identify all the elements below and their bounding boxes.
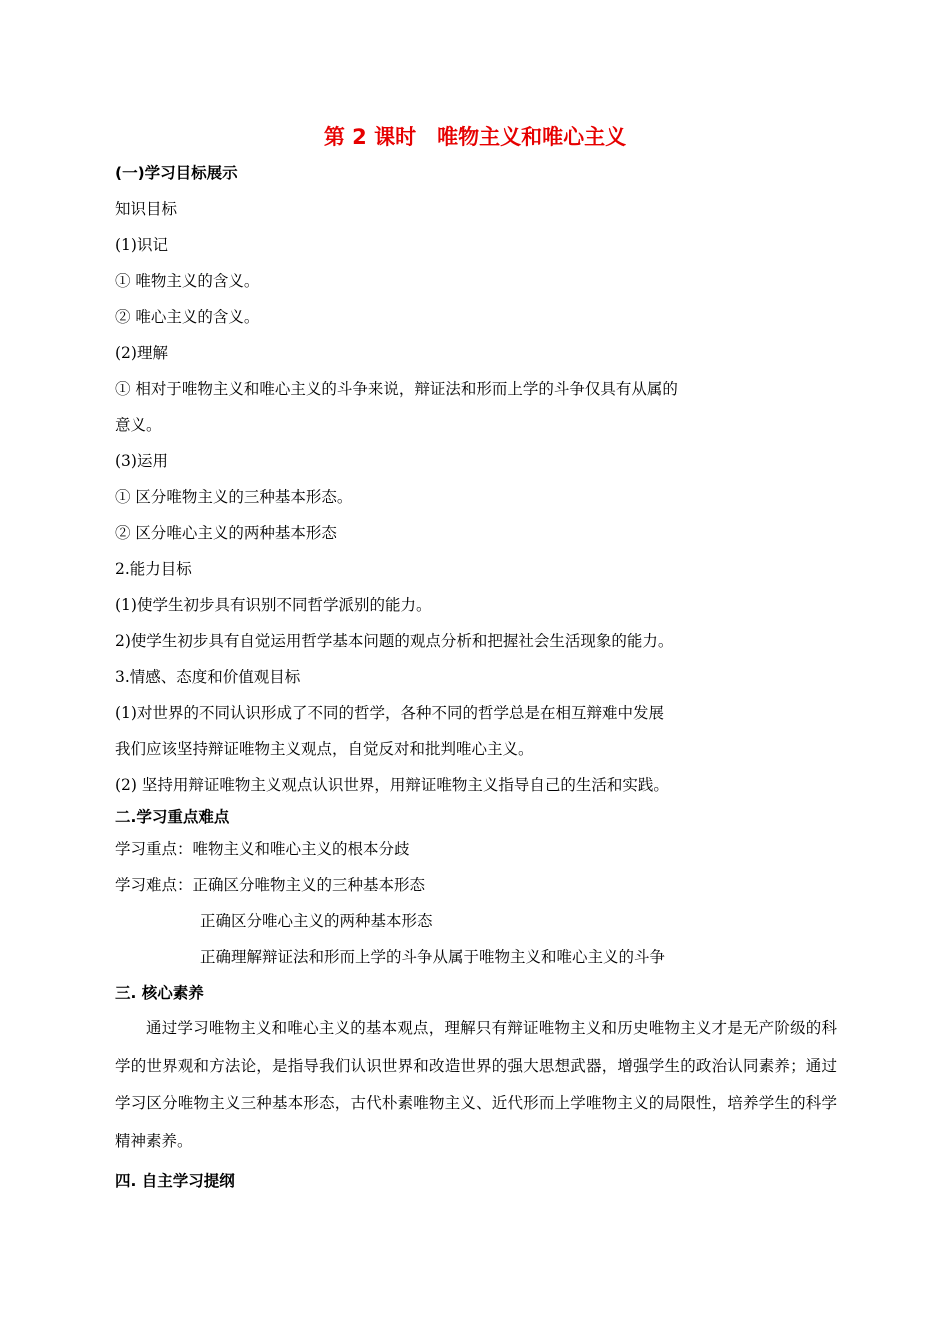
recall-item-1: ① 唯物主义的含义。 bbox=[115, 272, 260, 290]
apply-item-1: ① 区分唯物主义的三种基本形态。 bbox=[115, 488, 353, 506]
section-heading-learning-goals: (一)学习目标展示 bbox=[115, 164, 238, 182]
recall-label: (1)识记 bbox=[115, 236, 168, 254]
section-heading-key-difficulties: 二.学习重点难点 bbox=[115, 808, 230, 826]
difficulty-item-2: 正确区分唯心主义的两种基本形态 bbox=[200, 912, 433, 930]
understand-label: (2)理解 bbox=[115, 344, 168, 362]
understand-item-1-line-2: 意义。 bbox=[115, 416, 162, 434]
emotion-item-1-line-2: 我们应该坚持辩证唯物主义观点，自觉反对和批判唯心主义。 bbox=[115, 740, 534, 758]
core-literacy-paragraph: 通过学习唯物主义和唯心主义的基本观点，理解只有辩证唯物主义和历史唯物主义才是无产阶级的科学的世界观和方法论，是指导我们认识世界和改造世界的强大思想武器，增强学生的政治认同素养；通过学习区分唯物主义三种基本形态，古代朴素唯物主义、近代形而上学唯物主义的局限性，培养学生的科学精神素养。 bbox=[115, 1019, 837, 1150]
emotion-item-2: (2) 坚持用辩证唯物主义观点认识世界，用辩证唯物主义指导自己的生活和实践。 bbox=[115, 776, 669, 794]
emotion-goal-label: 3.情感、态度和价值观目标 bbox=[115, 668, 301, 686]
ability-goal-label: 2.能力目标 bbox=[115, 560, 192, 578]
section-heading-core-literacy: 三. 核心素养 bbox=[115, 984, 204, 1002]
difficulty-item-1: 学习难点：正确区分唯物主义的三种基本形态 bbox=[115, 876, 426, 894]
knowledge-goal-label: 知识目标 bbox=[115, 200, 178, 218]
section-heading-self-study: 四. 自主学习提纲 bbox=[115, 1172, 235, 1190]
understand-item-1-line-1: ① 相对于唯物主义和唯心主义的斗争来说，辩证法和形而上学的斗争仅具有从属的 bbox=[115, 380, 678, 398]
key-point: 学习重点：唯物主义和唯心主义的根本分歧 bbox=[115, 840, 410, 858]
apply-label: (3)运用 bbox=[115, 452, 168, 470]
ability-item-2: 2)使学生初步具有自觉运用哲学基本问题的观点分析和把握社会生活现象的能力。 bbox=[115, 632, 674, 650]
recall-item-2: ② 唯心主义的含义。 bbox=[115, 308, 260, 326]
difficulty-item-3: 正确理解辩证法和形而上学的斗争从属于唯物主义和唯心主义的斗争 bbox=[200, 948, 666, 966]
emotion-item-1-line-1: (1)对世界的不同认识形成了不同的哲学，各种不同的哲学总是在相互辩难中发展 bbox=[115, 704, 664, 722]
apply-item-2: ② 区分唯心主义的两种基本形态 bbox=[115, 524, 337, 542]
ability-item-1: (1)使学生初步具有识别不同哲学派别的能力。 bbox=[115, 596, 432, 614]
page-title: 第 2 课时 唯物主义和唯心主义 bbox=[323, 125, 627, 149]
